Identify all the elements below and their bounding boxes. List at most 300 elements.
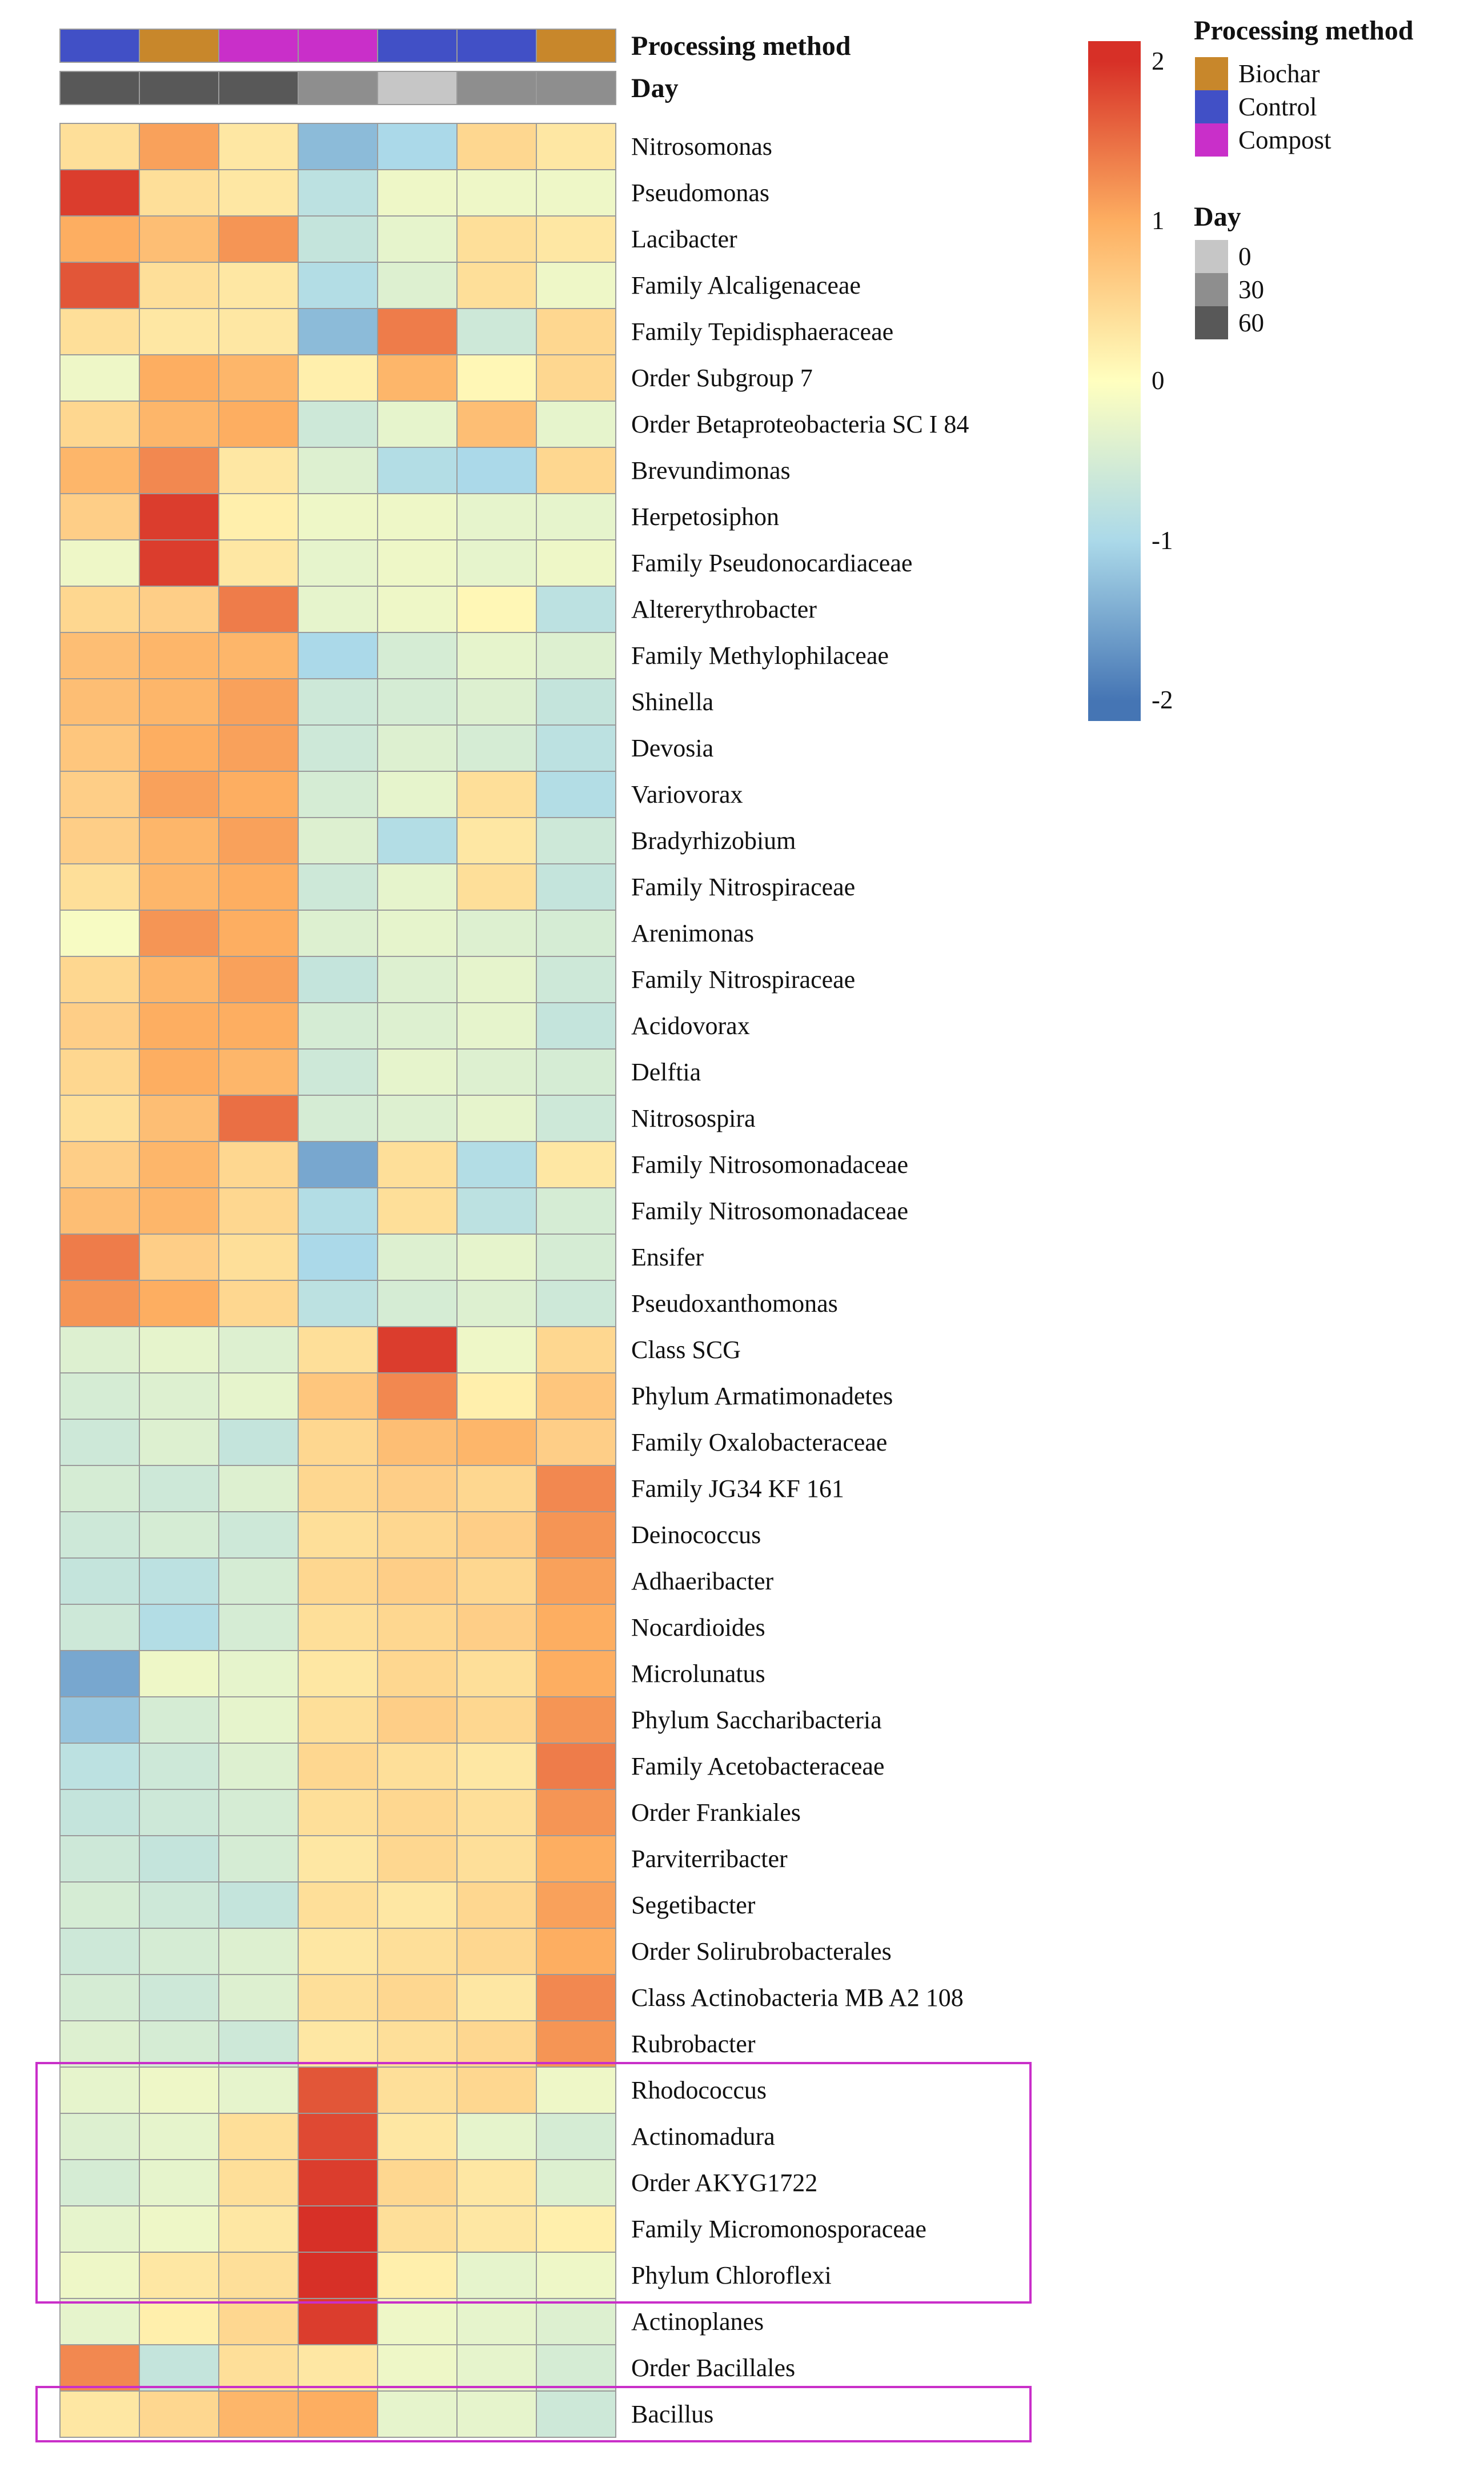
heatmap-cell	[299, 540, 377, 586]
heatmap-cell	[140, 1744, 218, 1789]
heatmap-cell	[299, 1420, 377, 1465]
heatmap-cell	[61, 494, 139, 539]
heatmap-cell	[458, 1235, 536, 1280]
colorbar-gradient	[1088, 41, 1141, 721]
heatmap-cell	[458, 1790, 536, 1835]
day-annotation-cell	[219, 72, 298, 104]
heatmap-cell	[537, 1188, 615, 1234]
heatmap-cell	[61, 633, 139, 678]
heatmap-cell	[458, 1188, 536, 1234]
heatmap-cell	[458, 124, 536, 169]
heatmap-cell	[299, 1836, 377, 1881]
heatmap-cell	[537, 448, 615, 493]
heatmap-cell	[140, 1883, 218, 1928]
heatmap-cell	[458, 1651, 536, 1696]
heatmap-cell	[140, 1559, 218, 1604]
row-label: Herpetosiphon	[631, 503, 780, 531]
heatmap-cell	[458, 1559, 536, 1604]
heatmap-cell	[61, 540, 139, 586]
heatmap-cell	[299, 448, 377, 493]
heatmap-cell	[219, 2021, 298, 2066]
day-annotation-cell	[537, 72, 615, 104]
heatmap-cell	[219, 1466, 298, 1511]
heatmap-cell	[140, 1836, 218, 1881]
heatmap-cell	[61, 1235, 139, 1280]
heatmap-cell	[299, 1142, 377, 1187]
row-label: Brevundimonas	[631, 456, 791, 484]
heatmap-cell	[299, 355, 377, 401]
row-label: Order Solirubrobacterales	[631, 1937, 892, 1965]
row-label: Variovorax	[631, 780, 743, 808]
heatmap-cell	[299, 772, 377, 817]
heatmap-cell	[219, 1373, 298, 1419]
row-label: Devosia	[631, 734, 714, 762]
row-label: Family Pseudonocardiaceae	[631, 549, 913, 577]
heatmap-cell	[378, 1373, 456, 1419]
heatmap-cell	[537, 355, 615, 401]
legend-item-label: Compost	[1238, 126, 1331, 154]
heatmap-cell	[458, 818, 536, 863]
row-label: Ensifer	[631, 1243, 704, 1271]
heatmap-cell	[219, 1188, 298, 1234]
heatmap-cell	[537, 1096, 615, 1141]
highlight-box	[35, 2386, 1032, 2442]
heatmap-cell	[299, 1235, 377, 1280]
heatmap-cell	[378, 2299, 456, 2344]
processing-annotation-cell	[378, 30, 456, 62]
heatmap-cell	[219, 1790, 298, 1835]
colorbar-tick-label: 2	[1152, 46, 1165, 75]
processing-annotation-cell	[299, 30, 377, 62]
row-label: Rhodococcus	[631, 2076, 767, 2104]
colorbar-tick-label: -1	[1152, 526, 1173, 555]
day-annotation-bar	[59, 71, 616, 105]
legend-day-swatch	[1195, 240, 1228, 273]
row-label: Family JG34 KF 161	[631, 1475, 844, 1503]
heatmap-cell	[458, 217, 536, 262]
heatmap-cell	[458, 2021, 536, 2066]
heatmap-cell	[458, 1420, 536, 1465]
heatmap-cell	[458, 1697, 536, 1743]
day-bar-label: Day	[631, 73, 679, 103]
row-label: Segetibacter	[631, 1891, 756, 1919]
heatmap-cell	[140, 448, 218, 493]
heatmap-cell	[299, 1929, 377, 1974]
heatmap-cell	[140, 1050, 218, 1095]
heatmap-cell	[140, 2345, 218, 2390]
heatmap-cell	[458, 2299, 536, 2344]
heatmap-cell	[458, 1281, 536, 1326]
row-label: Actinoplanes	[631, 2308, 764, 2336]
heatmap-cell	[299, 2299, 377, 2344]
heatmap-cell	[140, 1096, 218, 1141]
heatmap-cell	[219, 726, 298, 771]
legend-day-swatch	[1195, 306, 1228, 339]
heatmap-cell	[299, 1975, 377, 2020]
heatmap-cell	[378, 1188, 456, 1234]
heatmap-cell	[537, 263, 615, 308]
heatmap-cell	[140, 1420, 218, 1465]
day-annotation-cell	[140, 72, 218, 104]
heatmap-cell	[378, 633, 456, 678]
heatmap-cell	[140, 1512, 218, 1557]
heatmap-cell	[299, 170, 377, 215]
heatmap-cell	[140, 1697, 218, 1743]
heatmap-cell	[537, 818, 615, 863]
heatmap-cell	[61, 124, 139, 169]
heatmap-cell	[140, 1605, 218, 1650]
heatmap-cell	[299, 1188, 377, 1234]
heatmap-cell	[61, 2021, 139, 2066]
heatmap-cell	[378, 217, 456, 262]
heatmap-cell	[378, 355, 456, 401]
heatmap-cell	[219, 402, 298, 447]
heatmap-cell	[140, 1142, 218, 1187]
highlight-box	[35, 2062, 1032, 2304]
heatmap-cell	[378, 1975, 456, 2020]
heatmap-cell	[378, 124, 456, 169]
heatmap-cell	[537, 1651, 615, 1696]
legend-processing-swatch	[1195, 57, 1228, 90]
heatmap-cell	[219, 124, 298, 169]
row-label: Family Nitrosomonadaceae	[631, 1151, 909, 1179]
heatmap-cell	[299, 2021, 377, 2066]
heatmap-cell	[378, 726, 456, 771]
heatmap-cell	[537, 1790, 615, 1835]
heatmap-cell	[140, 772, 218, 817]
heatmap-cell	[61, 1512, 139, 1557]
processing-annotation-cell	[219, 30, 298, 62]
heatmap-cell	[458, 1883, 536, 1928]
heatmap-cell	[61, 1929, 139, 1974]
heatmap-cell	[61, 1003, 139, 1048]
heatmap-cell	[219, 1697, 298, 1743]
heatmap-cell	[537, 2021, 615, 2066]
heatmap-cell	[537, 1512, 615, 1557]
heatmap-cell	[61, 864, 139, 910]
row-label: Family Micromonosporaceae	[631, 2215, 927, 2243]
heatmap-cell	[299, 587, 377, 632]
row-label: Bradyrhizobium	[631, 827, 796, 855]
heatmap-cell	[140, 309, 218, 354]
heatmap-cell	[378, 170, 456, 215]
heatmap-cell	[61, 1188, 139, 1234]
heatmap-cell	[378, 402, 456, 447]
heatmap-cell	[299, 1651, 377, 1696]
heatmap-cell	[140, 217, 218, 262]
legend-item-label: 0	[1238, 242, 1252, 271]
day-annotation-cell	[378, 72, 456, 104]
legend-item-label: 60	[1238, 309, 1264, 337]
heatmap-cell	[378, 911, 456, 956]
heatmap-cell	[537, 772, 615, 817]
heatmap-cell	[537, 911, 615, 956]
heatmap-cell	[537, 726, 615, 771]
heatmap-cell	[140, 1235, 218, 1280]
heatmap-cell	[458, 726, 536, 771]
heatmap-cell	[458, 772, 536, 817]
heatmap-cell	[537, 1836, 615, 1881]
heatmap-cell	[378, 309, 456, 354]
row-label: Rubrobacter	[631, 2030, 756, 2058]
heatmap-cell	[219, 1003, 298, 1048]
heatmap-cell	[219, 633, 298, 678]
heatmap-cell	[219, 1142, 298, 1187]
heatmap-cell	[61, 1466, 139, 1511]
heatmap-cell	[537, 1744, 615, 1789]
row-label: Acidovorax	[631, 1012, 750, 1040]
heatmap-cell	[537, 309, 615, 354]
heatmap-cell	[219, 1327, 298, 1372]
heatmap-cell	[458, 1466, 536, 1511]
heatmap-cell	[219, 448, 298, 493]
heatmap-cell	[537, 2345, 615, 2390]
heatmap-cell	[219, 1050, 298, 1095]
row-label: Family Nitrospiraceae	[631, 966, 856, 994]
heatmap-cell	[140, 355, 218, 401]
row-label: Nitrosospira	[631, 1104, 756, 1132]
processing-annotation-cell	[537, 30, 615, 62]
heatmap-cell	[378, 1651, 456, 1696]
heatmap-cell	[140, 633, 218, 678]
heatmap-cell	[61, 1651, 139, 1696]
heatmap-cell	[140, 1790, 218, 1835]
processing-bar-label: Processing method	[631, 30, 851, 61]
day-annotation-cell	[61, 72, 139, 104]
heatmap-cell	[537, 1327, 615, 1372]
heatmap-cell	[378, 772, 456, 817]
heatmap-cell	[378, 1929, 456, 1974]
heatmap-cell	[140, 2021, 218, 2066]
heatmap-cell	[219, 1836, 298, 1881]
colorbar-tick-label: 0	[1152, 366, 1165, 395]
heatmap-cell	[537, 633, 615, 678]
heatmap-cell	[537, 1420, 615, 1465]
heatmap-cell	[458, 1003, 536, 1048]
heatmap-cell	[140, 818, 218, 863]
heatmap-cell	[537, 1697, 615, 1743]
heatmap-cell	[61, 1559, 139, 1604]
heatmap-cell	[378, 864, 456, 910]
heatmap-cell	[61, 217, 139, 262]
legend-item-label: Biochar	[1238, 59, 1320, 88]
row-label: Bacillus	[631, 2400, 714, 2428]
heatmap-cell	[458, 911, 536, 956]
heatmap-cell	[219, 170, 298, 215]
heatmap-cell	[61, 1281, 139, 1326]
heatmap-cell	[219, 772, 298, 817]
colorbar-tick-label: -2	[1152, 686, 1173, 715]
row-label: Pseudoxanthomonas	[631, 1289, 838, 1317]
row-label: Phylum Armatimonadetes	[631, 1382, 893, 1410]
heatmap-cell	[378, 679, 456, 724]
heatmap-cell	[61, 1096, 139, 1141]
row-label: Family Nitrosomonadaceae	[631, 1197, 909, 1225]
heatmap-cell	[219, 1975, 298, 2020]
heatmap-cell	[458, 1373, 536, 1419]
heatmap-cell	[378, 1836, 456, 1881]
heatmap-cell	[458, 633, 536, 678]
heatmap-cell	[537, 1883, 615, 1928]
legend-processing-title: Processing method	[1194, 15, 1414, 46]
heatmap-cell	[378, 1050, 456, 1095]
heatmap-cell	[537, 1050, 615, 1095]
heatmap-cell	[458, 864, 536, 910]
heatmap-cell	[299, 818, 377, 863]
row-label: Order Frankiales	[631, 1799, 801, 1827]
heatmap-cell	[61, 402, 139, 447]
row-label: Order Bacillales	[631, 2354, 796, 2382]
heatmap-cell	[61, 1975, 139, 2020]
row-label: Nocardioides	[631, 1613, 765, 1641]
heatmap-cell	[299, 911, 377, 956]
heatmap-cell	[299, 1790, 377, 1835]
heatmap-cell	[219, 1281, 298, 1326]
heatmap-cell	[537, 494, 615, 539]
heatmap-cell	[219, 2345, 298, 2390]
row-label: Delftia	[631, 1058, 701, 1086]
heatmap-cell	[61, 1697, 139, 1743]
heatmap-cell	[219, 263, 298, 308]
row-label: Phylum Chloroflexi	[631, 2261, 832, 2289]
row-label: Family Alcaligenaceae	[631, 271, 861, 299]
heatmap-cell	[219, 957, 298, 1002]
heatmap-cell	[537, 1605, 615, 1650]
heatmap-cell	[219, 587, 298, 632]
row-label: Pseudomonas	[631, 179, 769, 207]
heatmap-cell	[140, 1373, 218, 1419]
heatmap-cell	[378, 1235, 456, 1280]
heatmap-cell	[140, 494, 218, 539]
heatmap-cell	[537, 540, 615, 586]
heatmap-cell	[378, 1281, 456, 1326]
heatmap-cell	[458, 1096, 536, 1141]
heatmap-cell	[140, 263, 218, 308]
heatmap-cell	[219, 911, 298, 956]
heatmap-cell	[61, 170, 139, 215]
heatmap-cell	[61, 1744, 139, 1789]
heatmap-cell	[299, 217, 377, 262]
heatmap-cell	[378, 1096, 456, 1141]
heatmap-cell	[458, 957, 536, 1002]
heatmap-cell	[61, 1883, 139, 1928]
heatmap-cell	[61, 957, 139, 1002]
heatmap-cell	[537, 1466, 615, 1511]
row-label: Arenimonas	[631, 919, 755, 947]
heatmap-cell	[378, 1883, 456, 1928]
heatmap-cell	[299, 1883, 377, 1928]
heatmap-cell	[537, 679, 615, 724]
heatmap-cell	[299, 1559, 377, 1604]
heatmap-cell	[299, 1605, 377, 1650]
heatmap-cell	[537, 170, 615, 215]
heatmap-cell	[140, 124, 218, 169]
heatmap-cell	[61, 2299, 139, 2344]
heatmap-cell	[219, 1605, 298, 1650]
heatmap-cell	[140, 1003, 218, 1048]
legend-item-label: 30	[1238, 275, 1264, 304]
heatmap-cell	[299, 1327, 377, 1372]
heatmap-cell	[458, 448, 536, 493]
heatmap-cell	[378, 1327, 456, 1372]
heatmap-cell	[458, 2345, 536, 2390]
heatmap-cell	[299, 1512, 377, 1557]
heatmap-cell	[458, 1512, 536, 1557]
heatmap-cell	[219, 2299, 298, 2344]
heatmap-cell	[299, 1096, 377, 1141]
heatmap-cell	[537, 1975, 615, 2020]
heatmap-cell	[299, 1373, 377, 1419]
heatmap-cell	[219, 818, 298, 863]
heatmap-cell	[219, 1929, 298, 1974]
heatmap-cell	[458, 1836, 536, 1881]
heatmap-cell	[219, 679, 298, 724]
heatmap-cell	[219, 1096, 298, 1141]
heatmap-cell	[299, 494, 377, 539]
heatmap-cell	[537, 1142, 615, 1187]
heatmap-cell	[140, 957, 218, 1002]
heatmap-cell	[219, 1651, 298, 1696]
heatmap-cell	[537, 402, 615, 447]
heatmap-cell	[537, 1281, 615, 1326]
heatmap-cell	[537, 864, 615, 910]
row-label: Order AKYG1722	[631, 2169, 818, 2197]
heatmap-cell	[219, 355, 298, 401]
heatmap-cell	[219, 1883, 298, 1928]
row-label: Altererythrobacter	[631, 595, 817, 623]
heatmap-cell	[537, 217, 615, 262]
heatmap-cell	[219, 1559, 298, 1604]
heatmap-cell	[299, 1050, 377, 1095]
heatmap-cell	[61, 263, 139, 308]
row-label: Microlunatus	[631, 1660, 765, 1688]
heatmap-cell	[61, 1605, 139, 1650]
heatmap-cell	[299, 1697, 377, 1743]
row-label: Order Betaproteobacteria SC I 84	[631, 410, 969, 438]
heatmap-cell	[299, 726, 377, 771]
heatmap-cell	[219, 309, 298, 354]
heatmap-cell	[378, 1790, 456, 1835]
row-label: Nitrosomonas	[631, 133, 772, 161]
row-label: Order Subgroup 7	[631, 364, 813, 392]
colorbar-tick-label: 1	[1152, 206, 1165, 235]
legend-item-label: Control	[1238, 93, 1317, 121]
heatmap-cell	[140, 1651, 218, 1696]
day-annotation-cell	[299, 72, 377, 104]
heatmap-cell	[61, 1420, 139, 1465]
heatmap-cell	[299, 1744, 377, 1789]
heatmap-cell	[378, 263, 456, 308]
heatmap-cell	[537, 957, 615, 1002]
processing-annotation-cell	[61, 30, 139, 62]
heatmap-cell	[537, 1373, 615, 1419]
row-label: Lacibacter	[631, 225, 737, 253]
row-label: Phylum Saccharibacteria	[631, 1706, 882, 1734]
heatmap-cell	[537, 1235, 615, 1280]
heatmap-cell	[140, 1281, 218, 1326]
heatmap-cell	[219, 1420, 298, 1465]
heatmap-cell	[299, 1466, 377, 1511]
heatmap-cell	[458, 309, 536, 354]
heatmap-cell	[378, 2345, 456, 2390]
heatmap-cell	[219, 494, 298, 539]
legend-processing-swatch	[1195, 90, 1228, 123]
heatmap-cell	[299, 124, 377, 169]
row-label: Class Actinobacteria MB A2 108	[631, 1984, 964, 2012]
heatmap-cell	[537, 1929, 615, 1974]
row-label: Family Methylophilaceae	[631, 642, 889, 670]
heatmap-cell	[61, 587, 139, 632]
